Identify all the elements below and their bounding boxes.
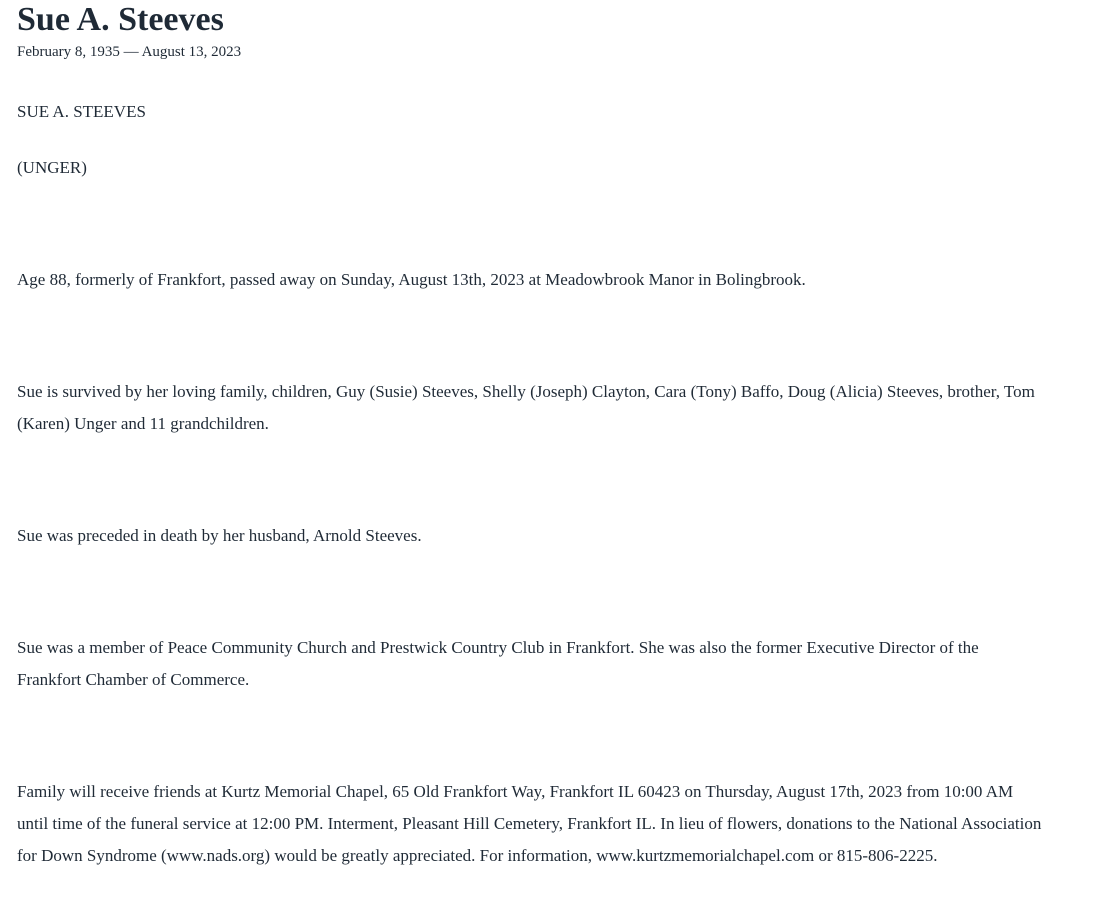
maiden-name: (UNGER) [17, 158, 87, 177]
life-dates: February 8, 1935 — August 13, 2023 [17, 44, 242, 60]
paragraph-preceded: Sue was preceded in death by her husband, Arnold Steeves. [17, 526, 422, 545]
obituary-name-heading: SUE A. STEEVES [17, 102, 146, 121]
paragraph-passing: Age 88, formerly of Frankfort, passed away on Sunday, August 13th, 2023 at Meadowbrook Manor in Bolingbrook. [17, 270, 806, 289]
paragraph-services: Family will receive friends at Kurtz Memorial Chapel, 65 Old Frankfort Way, Frankfort IL 60423 on Thursday, August 17th, 2023 from 10:00 AM until time of the funeral service at 12:00 PM. Interment, Pleasant Hill Cemetery, Frankfort IL. In lieu of flowers, donations to the National Association for Down Syndrome (www.nads.org) would be greatly appreciated. For information, www.kurtzmemorialchapel.com or 815-806-2225. [17, 782, 1042, 865]
paragraph-memberships: Sue was a member of Peace Community Church and Prestwick Country Club in Frankfort. She was also the former Executive Director of the Frankfort Chamber of Commerce. [17, 638, 979, 689]
page-title: Sue A. Steeves [17, 1, 224, 38]
paragraph-survivors: Sue is survived by her loving family, children, Guy (Susie) Steeves, Shelly (Joseph) Clayton, Cara (Tony) Baffo, Doug (Alicia) Steeves, brother, Tom (Karen) Unger and 11 grandchildren. [17, 382, 1035, 433]
